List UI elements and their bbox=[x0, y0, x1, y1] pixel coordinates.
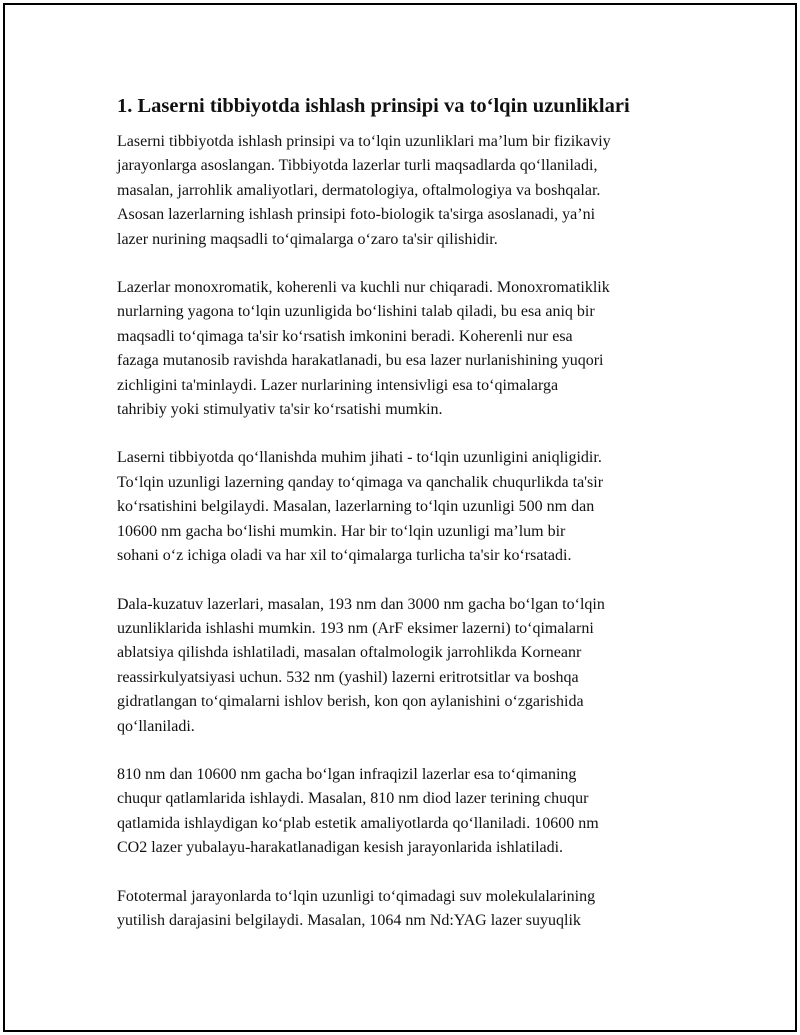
text-line: jarayonlarga asoslangan. Tibbiyotda lazerlar turli maqsadlarda qo‘llaniladi, bbox=[117, 157, 598, 175]
text-line: gidratlangan to‘qimalarni ishlov berish, kon qon aylanishini o‘zgarishida bbox=[117, 693, 584, 711]
paragraph bbox=[117, 763, 692, 861]
paragraph bbox=[117, 130, 692, 252]
section-heading: 1. Laserni tibbiyotda ishlash prinsipi va to‘lqin uzunliklari bbox=[117, 95, 630, 117]
text-line: qatlamida ishlaydigan ko‘plab estetik amaliyotlarda qo‘llaniladi. 10600 nm bbox=[117, 814, 599, 832]
text-line: zichligini ta'minlaydi. Lazer nurlarining intensivligi esa to‘qimalarga bbox=[117, 376, 559, 394]
text-line: Dala-kuzatuv lazerlari, masalan, 193 nm dan 3000 nm gacha bo‘lgan to‘lqin bbox=[117, 595, 605, 613]
text-line: fazaga mutanosib ravishda harakatlanadi, bu esa lazer nurlanishining yuqori bbox=[117, 352, 604, 370]
paragraph bbox=[117, 276, 692, 422]
text-line: Asosan lazerlarning ishlash prinsipi foto-biologik ta'sirga asoslanadi, ya’ni bbox=[117, 206, 596, 224]
paragraph bbox=[117, 446, 692, 568]
text-line: 810 nm dan 10600 nm gacha bo‘lgan infraqizil lazerlar esa to‘qimaning bbox=[117, 765, 577, 783]
text-line: Laserni tibbiyotda qo‘llanishda muhim jihati - to‘lqin uzunligini aniqligidir. bbox=[117, 449, 602, 467]
text-line: Laserni tibbiyotda ishlash prinsipi va to‘lqin uzunliklari ma’lum bir fizikaviy bbox=[117, 133, 611, 150]
text-line: ablatsiya qilishda ishlatiladi, masalan oftalmologik jarrohlikda Korneanr bbox=[117, 644, 582, 662]
text-line: uzunliklarida ishlashi mumkin. 193 nm (ArF eksimer lazerni) to‘qimalarni bbox=[117, 619, 594, 637]
text-line: masalan, jarrohlik amaliyotlari, dermatologiya, oftalmologiya va boshqalar. bbox=[117, 181, 601, 199]
text-line: CO2 lazer yubalayu-harakatlanadigan kesish jarayonlarida ishlatiladi. bbox=[117, 839, 564, 857]
text-line: tahribiy yoki stimulyativ ta'sir ko‘rsatishi mumkin. bbox=[117, 401, 443, 419]
paragraph bbox=[117, 593, 692, 739]
text-line: lazer nurining maqsadli to‘qimalarga o‘zaro ta'sir qilishidir. bbox=[117, 230, 498, 248]
text-line: Lazerlar monoxromatik, koherenli va kuchli nur chiqaradi. Monoxromatiklik bbox=[117, 279, 610, 297]
text-line: maqsadli to‘qimaga ta'sir ko‘rsatish imkonini beradi. Koherenli nur esa bbox=[117, 327, 573, 345]
text-line: Fototermal jarayonlarda to‘lqin uzunligi to‘qimadagi suv molekulalarining bbox=[117, 887, 596, 905]
text-line: To‘lqin uzunligi lazerning qanday to‘qimaga va qanchalik chuqurlikda ta'sir bbox=[117, 473, 604, 491]
text-line: qo‘llaniladi. bbox=[117, 717, 195, 735]
text-line: nurlarning yagona to‘lqin uzunligida bo‘lishini talab qiladi, bu esa aniq bir bbox=[117, 303, 595, 321]
text-line: sohani o‘z ichiga oladi va har xil to‘qimalarga turlicha ta'sir ko‘rsatadi. bbox=[117, 547, 572, 565]
text-line: chuqur qatlamlarida ishlaydi. Masalan, 810 nm diod lazer terining chuqur bbox=[117, 790, 589, 808]
text-line: yutilish darajasini belgilaydi. Masalan, 1064 nm Nd:YAG lazer suyuqlik bbox=[117, 911, 581, 929]
text-line: reassirkulyatsiyasi uchun. 532 nm (yashil) lazerni eritrotsitlar va boshqa bbox=[117, 668, 579, 686]
text-line: 10600 nm gacha bo‘lishi mumkin. Har bir to‘lqin uzunligi ma’lum bir bbox=[117, 522, 566, 540]
paragraph bbox=[117, 885, 692, 934]
document-body bbox=[117, 92, 692, 957]
paragraph-list bbox=[117, 130, 692, 933]
text-line: ko‘rsatishini belgilaydi. Masalan, lazerlarning to‘lqin uzunligi 500 nm dan bbox=[117, 498, 595, 516]
